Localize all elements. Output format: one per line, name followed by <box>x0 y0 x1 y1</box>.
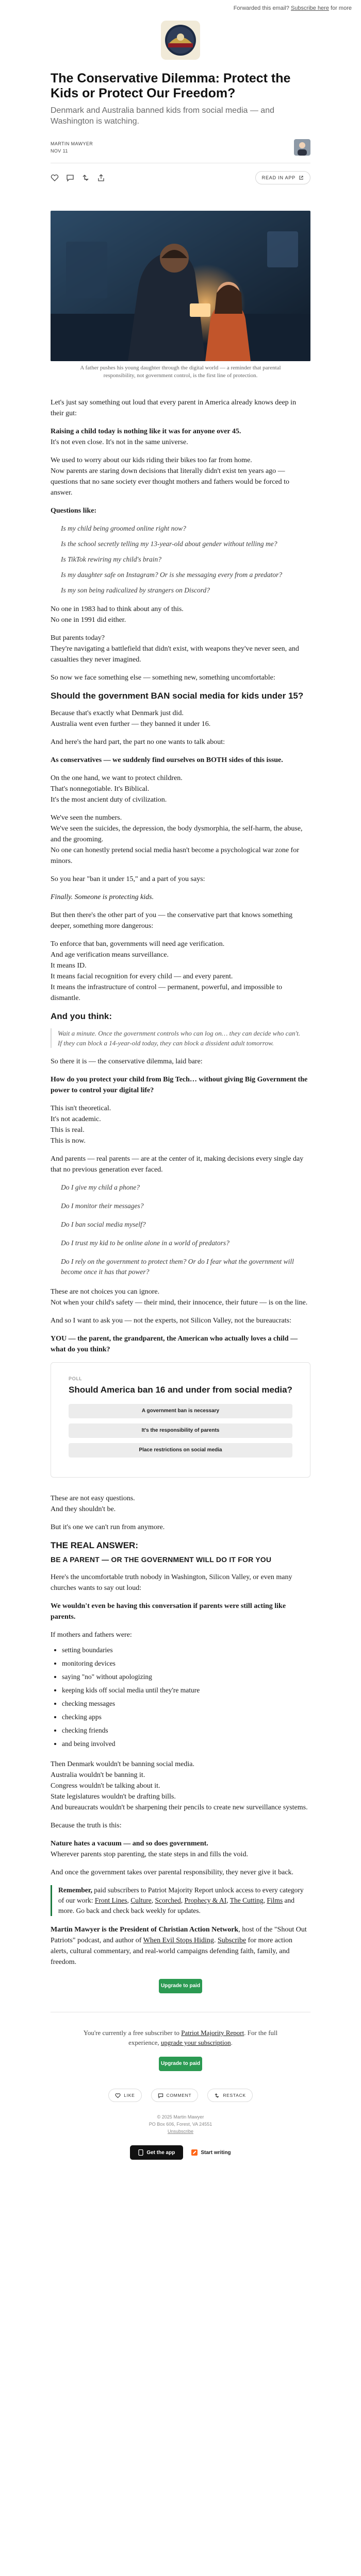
category-link[interactable]: The Cutting <box>229 1896 264 1904</box>
text-line: Australia wouldn't be banning it. <box>51 1771 145 1779</box>
parent-question: Do I give my child a phone? <box>61 1183 140 1191</box>
forward-bar <box>0 0 361 14</box>
text-line: It means ID. <box>51 962 87 970</box>
bold-line: Raising a child today is nothing like it was for anyone over 45. <box>51 428 241 435</box>
share-icon[interactable] <box>97 174 105 182</box>
upgrade-button[interactable]: Upgrade to paid <box>159 1979 202 1993</box>
author-bio: Martin Mawyer is the President of Christian Action Network, host of the "Shout Out Patriots" podcast, and author of When Evil Stops Hiding. Subscribe for more action alerts, cultural commentary, and real-world campaigns defending faith, family, and freedom. <box>51 1926 307 1966</box>
subscribe-link[interactable]: Subscribe <box>217 1937 247 1944</box>
parent-question: Do I monitor their messages? <box>61 1202 144 1210</box>
restack-icon <box>214 2093 220 2098</box>
subscriber-callout: Remember, paid subscribers to Patriot Majority Report unlock access to every category of our work: Front Lines, Culture, Scorched, Prophecy & AI, The Cutting, Films and more. Go back and check back weekly for updates. <box>51 1885 310 1916</box>
section-heading: Should the government BAN social media for kids under 15? <box>51 691 304 701</box>
question-item: Is my child being groomed online right now? <box>61 524 186 532</box>
text-line: We've seen the numbers. <box>51 814 122 822</box>
paragraph: Let's just say something out loud that every parent in America already knows deep in their gut: <box>51 399 297 417</box>
get-app-button[interactable] <box>130 2145 183 2160</box>
question-item: Is the school secretly telling my 13-year-old about gender without telling me? <box>61 540 277 548</box>
list-item: • checking friends <box>62 1724 310 1737</box>
article-title: The Conservative Dilemma: Protect the Kids or Protect Our Freedom? <box>51 71 291 100</box>
bio-name: Martin Mawyer is the President of Christian Action Network <box>51 1926 239 1934</box>
restack-button[interactable] <box>207 2089 252 2102</box>
poll-question: Should America ban 16 and under from social media? <box>69 1385 292 1395</box>
copyright: © 2025 Martin Mawyer <box>157 2114 204 2120</box>
list-item: • checking apps <box>62 1710 310 1724</box>
paragraph <box>51 708 310 730</box>
address: PO Box 606, Forest, VA 24551 <box>149 2122 212 2127</box>
comment-icon[interactable] <box>66 174 74 182</box>
italic-line: Finally. Someone is protecting kids. <box>51 893 154 901</box>
bold-line: How do you protect your child from Big Tech… without giving Big Government the power to control your digital life? <box>51 1076 308 1094</box>
get-app-label: Get the app <box>146 2149 175 2156</box>
text-line: It's not even close. It's not in the same universe. <box>51 438 188 446</box>
upgrade-button-bottom[interactable]: Upgrade to paid <box>159 2057 202 2071</box>
list-item: • checking messages <box>62 1697 310 1710</box>
start-writing-label: Start writing <box>201 2149 231 2156</box>
text-line: Now parents are staring down decisions that literally didn't exist ten years ago — questions that no sane society ever thought mothers and fathers would be forced to answer. <box>51 467 290 497</box>
quote-line: Wait a minute. Once the government controls who can log on… they can decide who can't. <box>58 1029 301 1037</box>
paragraph <box>51 1493 310 1515</box>
text-line: These are not choices you can ignore. <box>51 1288 160 1296</box>
text-line: But parents today? <box>51 634 105 642</box>
text-line: Because that's exactly what Denmark just did. <box>51 709 184 717</box>
text-line: They're navigating a battlefield that didn't exist, with weapons they've never seen, and casualties they never imagined. <box>51 645 299 664</box>
text-line: This isn't theoretical. <box>51 1105 111 1112</box>
bullet-list <box>51 1643 310 1751</box>
restack-label: RESTACK <box>223 2093 246 2098</box>
paragraph <box>51 1103 310 1146</box>
paragraph: If mothers and fathers were: <box>51 1631 132 1639</box>
text-line: Australia went even further — they banned it under 16. <box>51 720 211 728</box>
list-item: • monitoring devices <box>62 1657 310 1670</box>
quote-line: If they can block a 14-year-old today, they can block a dissident adult tomorrow. <box>58 1039 274 1047</box>
post-actions-bottom <box>51 2089 310 2102</box>
heart-icon <box>115 2093 121 2098</box>
text-line: State legislatures wouldn't be drafting bills. <box>51 1793 176 1801</box>
parent-question: Do I rely on the government to protect them? Or do I fear what the government will become once it has that power? <box>61 1258 294 1276</box>
poll-label: POLL <box>69 1376 83 1381</box>
paragraph <box>51 1333 310 1355</box>
section-heading: And you think: <box>51 1011 112 1021</box>
text-line: And age verification means surveillance. <box>51 951 169 959</box>
category-link[interactable]: Films <box>267 1896 283 1904</box>
author-name[interactable]: MARTIN MAWYER <box>51 141 93 146</box>
bold-line: YOU — the parent, the grandparent, the American who actually loves a child — what do you think? <box>51 1335 298 1353</box>
read-in-app-label: READ IN APP <box>261 175 296 180</box>
questions-label <box>51 505 310 516</box>
list-item: • keeping kids off social media until they're mature <box>62 1684 310 1697</box>
start-writing-link[interactable] <box>191 2149 231 2156</box>
heart-icon[interactable] <box>51 174 59 182</box>
app-row <box>51 2145 310 2160</box>
read-in-app-button[interactable] <box>255 171 310 184</box>
comment-icon <box>158 2093 163 2098</box>
text-line: No one in 1983 had to think about any of this. <box>51 605 184 613</box>
paragraph <box>51 1838 310 1860</box>
paragraph: But then there's the other part of you — the conservative part that knows something deeper, something more dangerous: <box>51 911 293 930</box>
callout-text: paid subscribers to Patriot Majority Report unlock access to every category of our work: <box>58 1886 304 1904</box>
paragraph: And so I want to ask you — not the experts, not Silicon Valley, not the bureaucrats: <box>51 1317 291 1325</box>
upgrade-link[interactable]: upgrade your subscription <box>160 2039 231 2046</box>
forward-text: Forwarded this email? <box>233 5 289 11</box>
publication-logo[interactable] <box>161 21 200 60</box>
post-actions-top <box>51 163 310 192</box>
paragraph <box>51 1601 310 1622</box>
paragraph <box>51 812 310 867</box>
category-link[interactable]: Front Lines <box>94 1896 127 1904</box>
text-line: And they shouldn't be. <box>51 1505 116 1513</box>
bio-text: , host of the "Shout Out Patriots" podcast, and author of <box>51 1926 307 1944</box>
paragraph <box>51 1286 310 1308</box>
category-link[interactable]: Culture <box>130 1896 152 1904</box>
phone-icon <box>138 2149 143 2156</box>
post-date: NOV 11 <box>51 148 68 154</box>
paragraph <box>51 1074 310 1096</box>
callout-bold: Remember, <box>58 1886 92 1894</box>
callout-end: and more. Go back and check back weekly for updates. <box>58 1896 295 1914</box>
like-button[interactable] <box>108 2089 141 2102</box>
bold-line: Nature hates a vacuum — and so does government. <box>51 1840 208 1848</box>
parent-question: Do I trust my kid to be online alone in a world of predators? <box>61 1239 229 1247</box>
bio-end: for more action alerts, cultural commentary, and real-world campaigns defending faith, family, and freedom. <box>51 1937 292 1966</box>
text-line: And bureaucrats wouldn't be sharpening their pencils to create new surveillance systems. <box>51 1804 308 1811</box>
bold-line: Questions like: <box>51 507 97 515</box>
text-line: This is real. <box>51 1126 85 1134</box>
paragraph <box>51 1759 310 1813</box>
text-line: It means the infrastructure of control — permanent, powerful, and impossible to dismantle. <box>51 984 283 1002</box>
paragraph <box>51 426 310 448</box>
text-line: It means facial recognition for every child — and every parent. <box>51 973 233 980</box>
poll-widget <box>51 1362 310 1478</box>
paragraph: And once the government takes over parental responsibility, they never give it back. <box>51 1869 294 1876</box>
text-line: That's nonnegotiable. It's Biblical. <box>51 785 150 793</box>
paragraph: But it's one we can't run from anymore. <box>51 1523 165 1531</box>
paragraph: So there it is — the conservative dilemma, laid bare: <box>51 1058 203 1065</box>
section-subheading: BE A PARENT — OR THE GOVERNMENT WILL DO IT FOR YOU <box>51 1555 272 1564</box>
paragraph <box>51 455 310 498</box>
byline <box>51 137 310 158</box>
footer <box>51 2113 310 2135</box>
note-text: . For the full experience, <box>128 2029 278 2046</box>
list-item: • saying "no" without apologizing <box>62 1670 310 1684</box>
text-line: This is now. <box>51 1137 86 1145</box>
article-subtitle: Denmark and Australia banned kids from social media — and Washington is watching. <box>51 106 274 126</box>
paragraph: And parents — real parents — are at the center of it, making decisions every single day that no previous generation ever faced. <box>51 1155 304 1174</box>
question-item: Is TikTok rewiring my child's brain? <box>61 555 162 563</box>
subscriber-note <box>51 2028 310 2047</box>
unsubscribe-link[interactable]: Unsubscribe <box>167 2129 194 2134</box>
author-avatar[interactable] <box>294 139 310 156</box>
text-line: To enforce that ban, governments will need age verification. <box>51 940 225 948</box>
question-item: Is my son being radicalized by strangers on Discord? <box>61 586 210 594</box>
subscribe-link[interactable]: Subscribe here <box>290 5 329 11</box>
text-line: No one in 1991 did either. <box>51 616 126 624</box>
external-link-icon <box>299 175 304 180</box>
text-line: On the one hand, we want to protect children. <box>51 774 183 782</box>
paragraph: And here's the hard part, the part no one wants to talk about: <box>51 738 225 746</box>
text-line: Congress wouldn't be talking about it. <box>51 1782 160 1790</box>
restack-icon[interactable] <box>81 174 90 182</box>
text-line: It's the most ancient duty of civilization. <box>51 796 167 804</box>
paragraph <box>51 773 310 805</box>
bold-line: We wouldn't even be having this conversation if parents were still acting like parents. <box>51 1602 286 1621</box>
text-line: No one can honestly pretend social media hasn't become a psychological war zone for minors. <box>51 846 299 865</box>
poll-option-parents[interactable]: It's the responsibility of parents <box>69 1423 292 1438</box>
category-link[interactable]: Scorched <box>155 1896 181 1904</box>
comment-label: COMMENT <box>166 2093 192 2098</box>
text-line: These are not easy questions. <box>51 1495 135 1502</box>
comment-button[interactable] <box>151 2089 199 2102</box>
list-item: • and being involved <box>62 1737 310 1751</box>
text-line: Not when your child's safety — their mind, their innocence, their future — is on the line. <box>51 1299 308 1307</box>
text-line: We used to worry about our kids riding their bikes too far from home. <box>51 456 252 464</box>
paragraph <box>51 604 310 625</box>
paragraph <box>51 755 310 766</box>
pencil-icon <box>191 2149 198 2156</box>
paragraph: So you hear "ban it under 15," and a part of you says: <box>51 875 205 883</box>
publication-link[interactable]: Patriot Majority Report <box>181 2029 244 2037</box>
list-item: • setting boundaries <box>62 1643 310 1657</box>
text-line: We've seen the suicides, the depression, the body dysmorphia, the self-harm, the abuse, and the grooming. <box>51 825 303 843</box>
parent-question: Do I ban social media myself? <box>61 1221 146 1228</box>
like-label: LIKE <box>124 2093 135 2098</box>
section-heading: THE REAL ANSWER: <box>51 1540 138 1550</box>
text-line: Then Denmark wouldn't be banning social media. <box>51 1760 194 1768</box>
poll-option-restrictions[interactable]: Place restrictions on social media <box>69 1443 292 1458</box>
paragraph: Here's the uncomfortable truth nobody in Washington, Silicon Valley, or even many churches wants to say out loud: <box>51 1573 292 1592</box>
paragraph: Because the truth is this: <box>51 1822 122 1829</box>
note-text: You're currently a free subscriber to <box>83 2029 179 2037</box>
question-item: Is my daughter safe on Instagram? Or is she messaging every from a predator? <box>61 571 283 579</box>
forward-suffix: for more <box>331 5 352 11</box>
note-text: . <box>231 2039 233 2046</box>
paragraph <box>51 633 310 665</box>
text-line: It's not academic. <box>51 1115 101 1123</box>
book-link[interactable]: When Evil Stops Hiding <box>143 1937 214 1944</box>
paragraph <box>51 939 310 1004</box>
category-link[interactable]: Prophecy & AI <box>184 1896 227 1904</box>
hero-image[interactable] <box>51 211 310 361</box>
hero-caption: A father pushes his young daughter through the digital world — a reminder that parental responsibility, not government control, is the first line of protection. <box>80 365 281 379</box>
bold-line: As conservatives — we suddenly find ourselves on BOTH sides of this issue. <box>51 756 283 764</box>
blockquote <box>51 1028 310 1048</box>
paragraph <box>51 892 310 903</box>
poll-option-ban[interactable]: A government ban is necessary <box>69 1404 292 1418</box>
paragraph: So now we face something else — something new, something uncomfortable: <box>51 674 275 682</box>
text-line: Wherever parents stop parenting, the state steps in and fills the void. <box>51 1851 248 1858</box>
